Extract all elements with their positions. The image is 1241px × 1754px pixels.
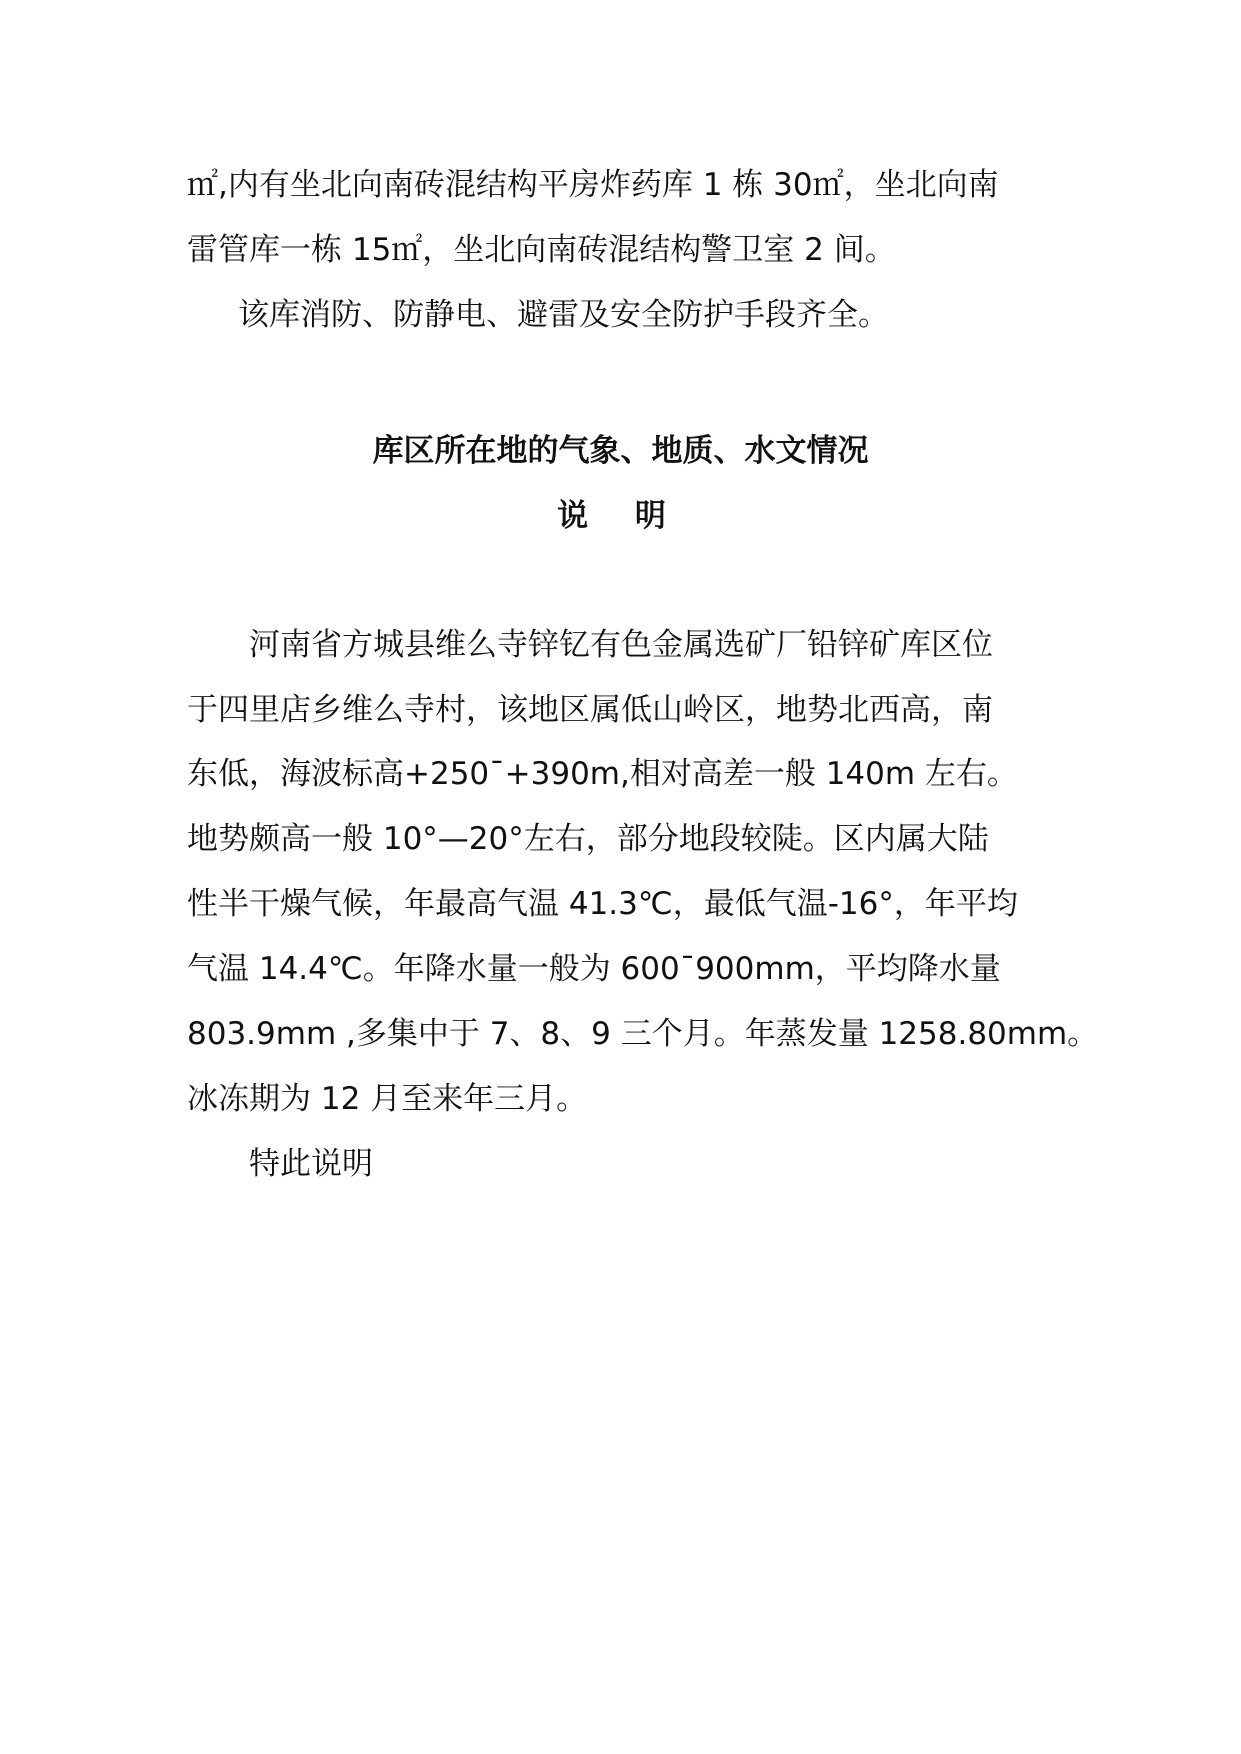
closing-line: 特此说明: [249, 1146, 373, 1182]
body-line-5: 性半干燥气候，年最高气温 41.3℃，最低气温-16°，年平均: [187, 886, 1018, 922]
section-subtitle: 说 明: [557, 498, 684, 534]
body-line-2: 于四里店乡维么寺村，该地区属低山岭区，地势北西高，南: [187, 692, 993, 728]
safety-paragraph: 该库消防、防静电、避雷及安全防护手段齐全。: [238, 297, 889, 333]
body-line-6: 气温 14.4℃。年降水量一般为 600ˉ900mm，平均降水量: [187, 951, 1001, 987]
section-title: 库区所在地的气象、地质、水文情况: [372, 433, 869, 469]
body-line-4: 地势颇高一般 10°—20°左右，部分地段较陡。区内属大陆: [187, 821, 989, 857]
body-line-1: 河南省方城县维么寺锌钇有色金属选矿厂铅锌矿库区位: [249, 627, 993, 663]
body-line-7: 803.9mm ,多集中于 7、8、9 三个月。年蒸发量 1258.80mm。: [187, 1016, 1099, 1052]
body-line-8: 冰冻期为 12 月至来年三月。: [187, 1081, 588, 1117]
continuation-line-2: 雷管库一栋 15㎡，坐北向南砖混结构警卫室 2 间。: [187, 232, 896, 268]
body-line-3: 东低，海波标高+250ˉ+390m,相对高差一般 140m 左右。: [187, 756, 1018, 792]
continuation-line-1: ㎡,内有坐北向南砖混结构平房炸药库 1 栋 30㎡，坐北向南: [187, 167, 999, 203]
